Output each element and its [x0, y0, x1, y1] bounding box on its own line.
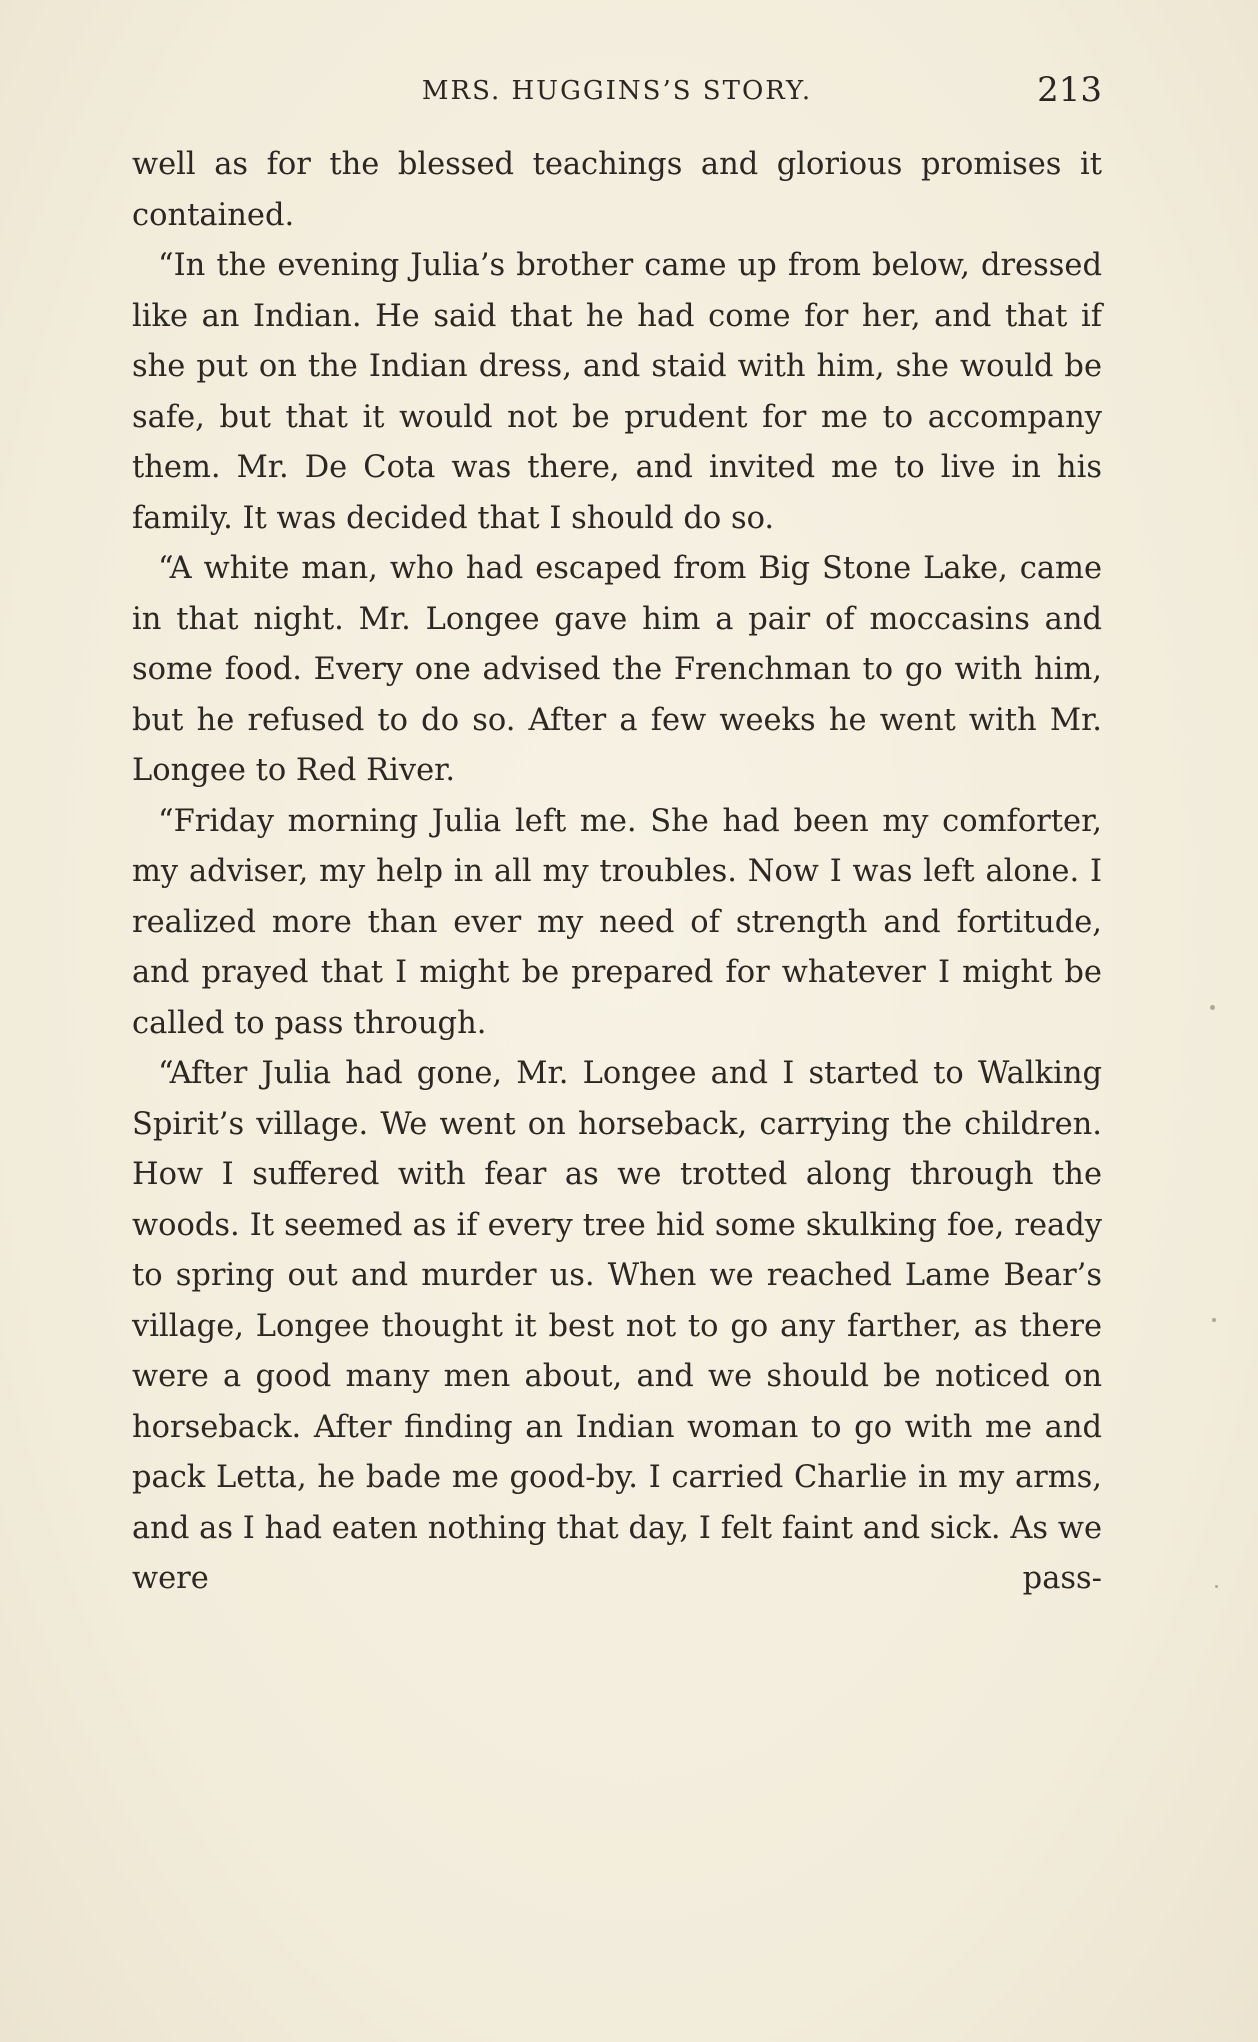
paragraph: “Friday morning Julia left me. She had been my comforter, my adviser, my help in all my troubles. Now I was left alone. I realized more than ever my need of strength and fortitude, and prayed that I might be prepared for whatever I might be called to pass through.: [132, 803, 1102, 1041]
paper-speck: [1210, 1005, 1215, 1010]
paper-speck: [1215, 1585, 1218, 1588]
paper-speck: [1212, 1318, 1216, 1322]
running-head: MRS. HUGGINS’S STORY.: [421, 76, 813, 106]
paragraph: “A white man, who had escaped from Big Stone Lake, came in that night. Mr. Longee gave him a pair of moccasins and some food. Every one advised the Frenchman to go with him, but he refused to do so. After a few weeks he went with Mr. Longee to Red River.: [132, 551, 1102, 788]
page-number: 213: [1037, 70, 1102, 110]
paragraph-continuation: well as for the blessed teachings and glorious promises it contained.: [132, 147, 1102, 233]
body-text: [132, 140, 1102, 1605]
paragraph: “In the evening Julia’s brother came up from below, dressed like an Indian. He said that he had come for her, and that if she put on the Indian dress, and staid with him, she would be safe, but that it would not be prudent for me to accompany them. Mr. De Cota was there, and invited me to live in his family. It was decided that I should do so.: [132, 248, 1102, 536]
page-header: [132, 70, 1102, 120]
paragraph: “After Julia had gone, Mr. Longee and I started to Walking Spirit’s village. We went on horseback, carrying the children. How I suffered with fear as we trotted along through the woods. It seemed as if every tree hid some skulking foe, ready to spring out and murder us. When we reached Lame Bear’s village, Longee thought it best not to go any farther, as there were a good many men about, and we should be noticed on horseback. After finding an Indian woman to go with me and pack Letta, he bade me good-by. I carried Charlie in my arms, and as I had eaten nothing that day, I felt faint and sick. As we were pass-: [132, 1056, 1102, 1596]
